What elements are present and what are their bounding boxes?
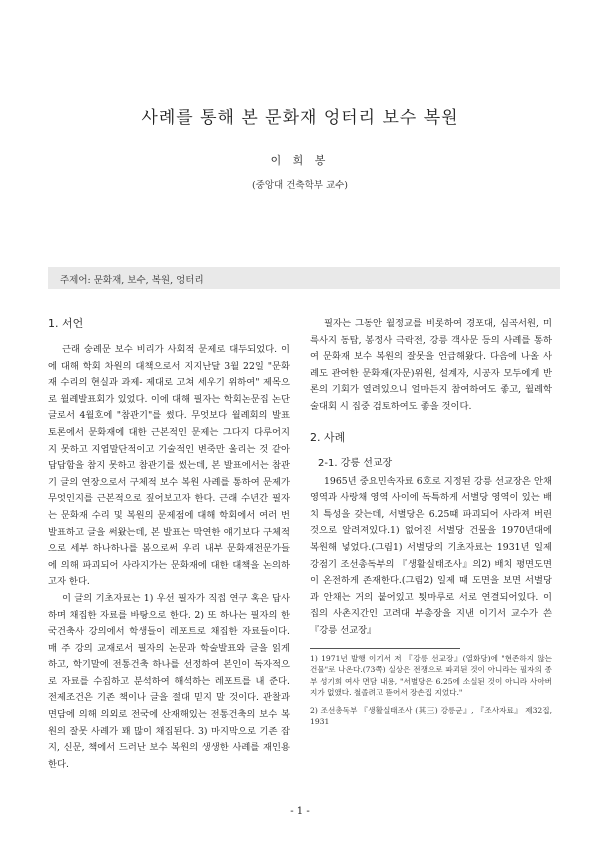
- keywords: 주제어: 문화재, 보수, 복원, 엉터리: [60, 275, 204, 286]
- paper-title: 사례를 통해 본 문화재 엉터리 보수 복원: [141, 108, 459, 128]
- section-2-heading: 2. 사례: [310, 430, 346, 444]
- author-name: 이 희 봉: [270, 154, 330, 167]
- section-1-paragraph-3: 필자는 그동안 월정교를 비롯하여 경포대, 심곡서원, 미륵사지 동탑, 봉정사 극락전, 강릉 객사문 등의 사례를 통하여 문화재 보수 복원의 잘못을 언급해왔다. 다음에 나올 사례도 관여한 문화재(자문)위원, 설계자, 시공자 모두에게 반론의 기회가 열려있으니 얼마든지 참여하여도 좋고, 월례학술대회 시 집중 검토하여도 좋을 것이다.: [310, 318, 552, 412]
- section-1-heading: 1. 서언: [48, 317, 84, 330]
- subsection-2-1-paragraph: 1965년 중요민속자료 6호로 지정된 강릉 선교장은 안채 영역과 사랑채 영역 사이에 독특하게 서별당 영역이 있는 배치 특성을 갖는데, 서별당은 6.25때 파괴되어 사라져 버린 것으로 알려져있다.1) 없어진 서별당 건물을 1970년대에 복원해 넣었다.(그림1) 서별당의 기초자료는 1931년 일제 강점기 조선총독부의 『생활실태조사』의2) 배치 평면도면이 온전하게 존재한다.(그림2) 일제 때 도면을 보면 서별당과 안채는 거의 붙어있고 툇마루로 서로 연결되어있다. 이 집의 사촌지간인 고려대 부총장을 지낸 이기서 교수가 쓴 『강릉 선교장』: [310, 475, 552, 636]
- author-affiliation: (중앙대 건축학부 교수): [251, 180, 349, 191]
- footnote-2: 2) 조선총독부 『생활실태조사 (其三) 강릉군』, 『조사자료』 제32집, 1931: [310, 705, 552, 726]
- footnote-1: 1) 1971년 발행 이기서 저 『강릉 선교장』(열화당)에 "현존하지 않는 건물"로 나온다.(73쪽) 실상은 전쟁으로 파괴된 것이 아니라는 필자의 종부 성기희 여사 면담 내용, "서별당은 6.25에 소실된 것이 아니라 사아버지가 없앴다. 철졸려고 뜯어서 장손집 지었다.": [310, 653, 552, 697]
- left-column: [48, 316, 290, 773]
- section-1-paragraph-1: 근래 숭례문 보수 비리가 사회적 문제로 대두되었다. 이에 대해 학회 차원의 대책으로서 지지난달 3월 22일 "문화재 수리의 현실과 과제- 제대로 고쳐 세우기 위하여" 제목으로 월례발표회가 있었다. 이에 대해 필자는 학회논문집 논단 글로서 4월호에 "참관기"를 썼다. 무엇보다 월례회의 발표 토론에서 문화재에 대한 근본적인 문제는 그다지 다루어지지 못하고 지엽말단적이고 기술적인 변죽만 울리는 것 같아 답답함을 참지 못하고 참관기를 썼는데, 본 발표에서는 참관기 글의 연장으로서 구체적 보수 복원 사례를 통하여 문제가 무엇인지를 근본적으로 짚어보고자 한다. 근래 수년간 필자는 문화재 수리 및 복원의 문제점에 대해 학회에서 여러 번 발표하고 글을 써왔는데, 본 발표는 막연한 얘기보다 구체적으로 세부 하나하나를 봄으로써 우리 내부 문화재전문가들에 의해 파괴되어 사라지가는 문화재에 대한 대책을 논의하고자 한다.: [48, 344, 290, 588]
- section-1-paragraph-2: 이 글의 기초자료는 1) 우선 필자가 직접 연구 혹은 답사하며 채집한 자료를 바탕으로 한다. 2) 또 하나는 필자의 한국건축사 강의에서 학생들이 레포트로 채집한 자료들이다. 매 주 강의 교재로서 필자의 논문과 학술발표와 글을 읽게 하고, 학기말에 전통건축 하나를 선정하여 본인이 독자적으로 자료를 수집하고 분석하여 해석하는 레포트를 내 준다. 전제조건은 기존 책이나 글을 절대 믿지 말 것이다. 관찰과 면담에 의해 의외로 전국에 산재해있는 전통건축의 보수 복원의 잘못 사례가 꽤 많이 채집된다. 3) 마지막으로 기존 잡지, 신문, 책에서 드러난 보수 복원의 생생한 사례를 재인용한다.: [48, 592, 290, 770]
- right-column: [310, 316, 552, 734]
- subsection-2-1-heading: 2-1. 강릉 선교장: [318, 457, 393, 469]
- page-number: - 1 -: [290, 806, 310, 817]
- footnote-divider: [310, 648, 460, 649]
